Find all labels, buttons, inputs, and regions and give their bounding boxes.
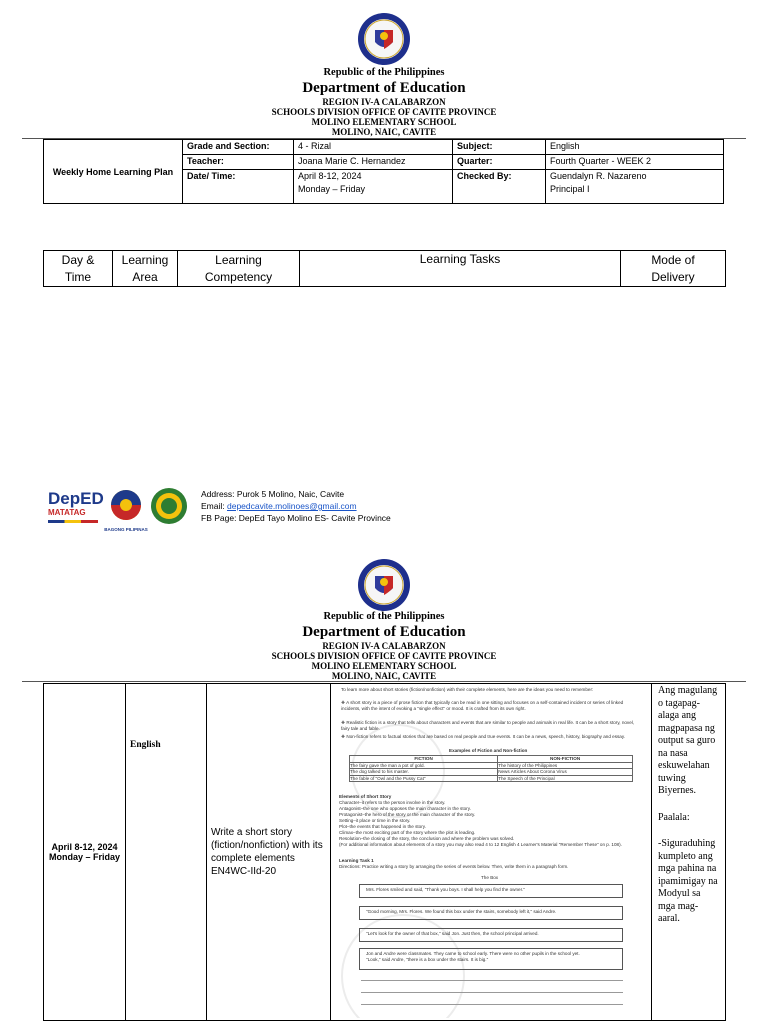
- element-3: Protagonist–the hero of the story or the main character of the story.: [339, 812, 476, 817]
- tasks-bullet-3: ❖ Non-fiction refers to factual stories that are based on real people and true events. It can be a news, speech, history, biography and essay.: [341, 734, 626, 739]
- tasks-bullet-1: ❖ A short story is a piece of prose fiction that typically can be read in one sitting and focuses on a self-contained incident or series of linked incidents, with the intent of evoking a "single effect" or mood. It is crafted from its own right.: [341, 700, 624, 711]
- footer-fb: FB Page: DepEd Tayo Molino ES- Cavite Province: [201, 513, 391, 523]
- region-text-p2: REGION IV-A CALABARZON: [322, 641, 446, 651]
- republic-text: Republic of the Philippines: [323, 67, 445, 78]
- fiction-2: The dog talked to his master.: [350, 769, 498, 776]
- logo-bagong-text: BAGONG PILIPINAS: [104, 527, 148, 532]
- teacher-value: Joana Marie C. Hernandez: [294, 155, 453, 170]
- teacher-label: Teacher:: [183, 155, 294, 170]
- school-address-text: MOLINO, NAIC, CAVITE: [331, 127, 437, 137]
- fiction-head: FICTION: [350, 756, 498, 763]
- element-4: Setting–it place or time in the story.: [339, 818, 411, 823]
- col-competency: [178, 251, 300, 287]
- subject-label: Subject:: [453, 140, 546, 155]
- col-learning-area: [113, 251, 178, 287]
- element-5: Plot–the events that happened in the story.: [339, 824, 427, 829]
- tasks-bullet-1-text: A short story is a piece of prose fiction that typically can be read in one sitting and focuses on a self-contained incident or series of linked incidents, with the intent of evoking a "single effect" or mood. It is crafted from its own right.: [341, 700, 624, 711]
- col-comp-line1: Learning: [215, 252, 262, 267]
- examples-table: [349, 755, 633, 782]
- event-box-4-line2: "Look," said Andre, "there is a box under the stairs. It is big.": [366, 957, 489, 962]
- col-day-line2: Time: [64, 269, 92, 284]
- event-box-2: "Good morning, Mrs. Flores. We found this box under the stairs, somebody left it," said Andre.: [359, 906, 623, 920]
- division-text-p2: SCHOOLS DIVISION OFFICE OF CAVITE PROVINCE: [271, 651, 497, 661]
- date-value: [294, 170, 453, 204]
- row-day-time: April 8-12, 2024 Monday – Friday: [44, 684, 126, 1021]
- date-value-line1: April 8-12, 2024: [298, 171, 362, 181]
- learning-tasks-module-image: [331, 684, 651, 1018]
- answer-line-1: [361, 980, 623, 981]
- school-text-p2: MOLINO ELEMENTARY SCHOOL: [311, 661, 457, 671]
- col-area-line1: Learning: [121, 252, 169, 267]
- col-mode-line2: Delivery: [651, 269, 695, 284]
- row-learning-tasks: [331, 684, 652, 1021]
- col-day-line1: Day &: [61, 252, 95, 267]
- logo-stripe: [48, 520, 98, 523]
- col-day-time: [44, 251, 113, 287]
- deped-matatag-logo: [48, 489, 104, 530]
- division-text: SCHOOLS DIVISION OFFICE OF CAVITE PROVINCE: [271, 107, 497, 117]
- elements-title: Elements of Short Story: [339, 794, 392, 799]
- nonfiction-2: News Articles About Corona Virus: [498, 769, 633, 776]
- info-table: [43, 139, 724, 204]
- deped-seal-icon: [357, 12, 411, 66]
- page1-header: [0, 66, 768, 137]
- checked-value-line2: Principal I: [550, 184, 590, 194]
- page2-header: [0, 610, 768, 681]
- row-mode-delivery: [652, 684, 726, 1021]
- answer-line-2: [361, 992, 623, 993]
- date-value-line2: Monday – Friday: [298, 184, 366, 194]
- tasks-bullet-2-text: Realistic fiction is a story that tells about characters and events that are similar to people and animals in real life. It can be a short story, novel, fairy tale and fable.: [341, 720, 635, 731]
- paalala-reminder: -Siguraduhing kumpleto ang mga pahina na ipamimigay na Modyul sa mga mag-aaral.: [658, 838, 718, 924]
- bagong-pilipinas-icon: [104, 488, 148, 522]
- event-box-1: Mrs. Flores smiled and said, "Thank you boys. I shall help you find the owner.": [359, 884, 623, 898]
- element-2: Antagonist–the one who opposes the main character in the story.: [339, 806, 471, 811]
- school-seal-icon: [150, 487, 188, 525]
- element-6: Climax–the most exciting part of the story where the plot is leading.: [339, 830, 476, 835]
- columns-header-table: [43, 250, 726, 287]
- grade-value: 4 - Rizal: [294, 140, 453, 155]
- element-note: (For additional information about elements of a story you may also read 4 to 12 English 4 Learner's Material "Remember These" on p. 108).: [339, 842, 622, 847]
- paalala-label: Paalala:: [658, 811, 690, 823]
- row-learning-area: English: [126, 684, 207, 1021]
- nonfiction-1: The history of the Philippines: [498, 762, 633, 769]
- footer-email-link[interactable]: depedcavite.molinoes@gmail.com: [226, 501, 357, 511]
- department-title: Department of Education: [302, 80, 466, 96]
- tasks-intro: To learn more about short stories (fiction/nonfiction) with their complete elements, here are the ideas you need to remember:: [341, 687, 594, 692]
- learning-plan-row-table: [43, 683, 726, 1021]
- fiction-1: The fairy gave the man a pot of gold.: [350, 762, 498, 769]
- examples-table-title: Examples of Fiction and Non-fiction: [449, 748, 528, 753]
- logo-matatag-text: MATATAG: [48, 508, 86, 517]
- footer-address: Address: Purok 5 Molino, Naic, Cavite: [201, 489, 345, 499]
- subject-value: English: [546, 140, 724, 155]
- fiction-3: The fable of "Owl and the Pussy Cat": [350, 775, 498, 782]
- element-1: Character–it refers to the person involve in the story.: [339, 800, 446, 805]
- school-address-text-p2: MOLINO, NAIC, CAVITE: [331, 671, 437, 681]
- col-mode-line1: Mode of: [651, 252, 695, 267]
- grade-label: Grade and Section:: [183, 140, 294, 155]
- event-box-3: "Let's look for the owner of that box," said Jon. Just then, the school principal arrived.: [359, 928, 623, 942]
- box-title: The Box: [481, 875, 499, 880]
- event-box-4-line1: Jon and Andre were classmates. They came to school early. There were no other pupils in the school yet.: [366, 951, 580, 956]
- col-area-line2: Area: [132, 269, 158, 284]
- footer-contact: [201, 488, 391, 524]
- answer-line-3: [361, 1004, 623, 1005]
- department-title-p2: Department of Education: [302, 624, 466, 640]
- col-mode-delivery: [621, 251, 726, 287]
- checked-value-line1: Guendalyn R. Nazareno: [550, 171, 647, 181]
- school-text: MOLINO ELEMENTARY SCHOOL: [311, 117, 457, 127]
- quarter-label: Quarter:: [453, 155, 546, 170]
- checked-label: Checked By:: [453, 170, 546, 204]
- element-7: Resolution–the closing of the story, the conclusion and where the problem was solved.: [339, 836, 515, 841]
- plan-title: Weekly Home Learning Plan: [44, 140, 183, 204]
- col-learning-tasks: Learning Tasks: [300, 251, 621, 287]
- quarter-value: Fourth Quarter - WEEK 2: [546, 155, 724, 170]
- logo-deped-text: DepED: [48, 489, 104, 508]
- mode-text: Ang magulang o tagapag-alaga ang magpapasa ng output sa guro na nasa eskuwelahan tuwing Biyernes.: [658, 685, 718, 796]
- republic-text-p2: Republic of the Philippines: [323, 611, 445, 622]
- footer-email-label: Email:: [201, 501, 227, 511]
- tasks-bullet-3-text: Non-fiction refers to factual stories that are based on real people and true events. It can be a news, speech, history, biography and essay.: [346, 734, 626, 739]
- region-text: REGION IV-A CALABARZON: [322, 97, 446, 107]
- task-directions: Directions: Practice writing a story by arranging the series of events below. Then, write them in a paragraph form.: [339, 864, 569, 869]
- header-divider-p2: [22, 681, 746, 682]
- nonfiction-head: NON-FICTION: [498, 756, 633, 763]
- row-competency: Write a short story (fiction/nonfiction) with its complete elements EN4WC-IId-20: [207, 684, 331, 1021]
- checked-value: [546, 170, 724, 204]
- tasks-bullet-2: ❖ Realistic fiction is a story that tells about characters and events that are similar to people and animals in real life. It can be a short story, novel, fairy tale and fable.: [341, 720, 635, 731]
- nonfiction-3: The Speech of the Principal: [498, 775, 633, 782]
- school-logo: [150, 487, 188, 525]
- bagong-pilipinas-logo: [104, 488, 148, 530]
- date-label: Date/ Time:: [183, 170, 294, 204]
- col-comp-line2: Competency: [204, 269, 273, 284]
- footer-email-line: [201, 500, 391, 512]
- deped-seal-icon-page2: [357, 558, 411, 612]
- event-box-4: [359, 948, 623, 970]
- task-label: Learning Task 1: [339, 858, 374, 863]
